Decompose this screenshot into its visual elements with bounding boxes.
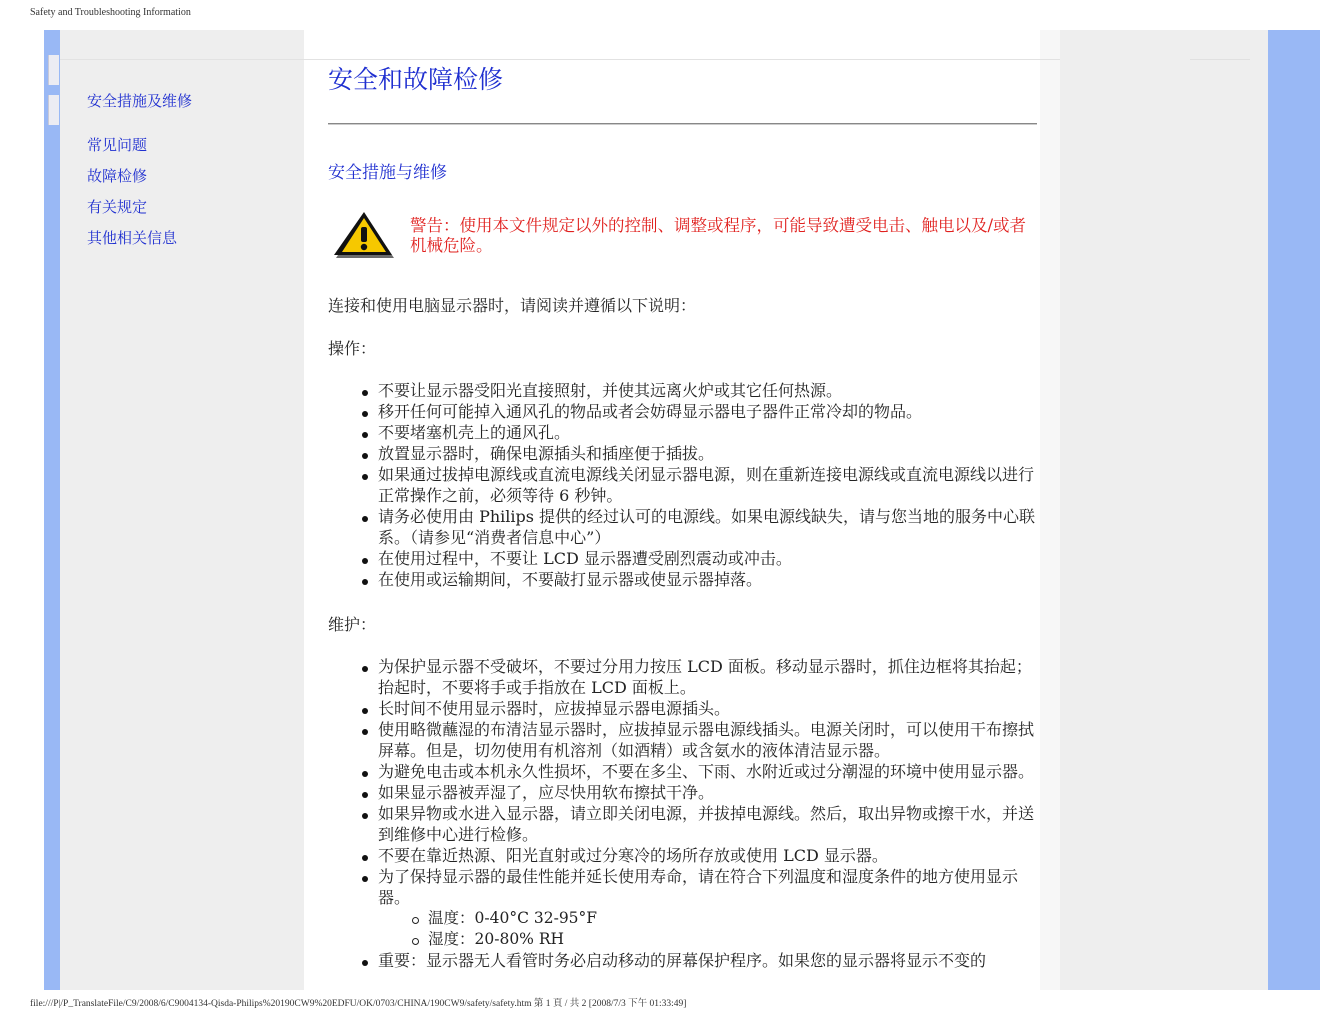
- warning-text: 警告：使用本文件规定以外的控制、调整或程序，可能导致遭受电击、触电以及/或者机械危险。: [410, 216, 1027, 255]
- top-divider: [60, 59, 1060, 60]
- left-decor-tab: [48, 95, 59, 125]
- page-title: 安全和故障检修: [328, 65, 504, 94]
- list-item: 重要：显示器无人看管时务必启动移动的屏幕保护程序。如果您的显示器将显示不变的: [358, 950, 1038, 971]
- list-item: 为保护显示器不受破坏，不要过分用力按压 LCD 面板。移动显示器时，抓住边框将其抬起；抬起时，不要将手或手指放在 LCD 面板上。: [358, 656, 1038, 698]
- right-decor-strip: [1268, 30, 1320, 990]
- list-item: 如果显示器被弄湿了，应尽快用软布擦拭干净。: [358, 782, 1038, 803]
- nav-link-troubleshooting[interactable]: 故障检修: [87, 167, 148, 185]
- operation-list: [358, 380, 1038, 590]
- right-panel: [1060, 30, 1268, 990]
- list-item: 如果通过拔掉电源线或直流电源线关闭显示器电源，则在重新连接电源线或直流电源线以进行正常操作之前，必须等待 6 秒钟。: [358, 464, 1038, 506]
- left-decor-tab: [48, 55, 59, 85]
- list-item: 不要在靠近热源、阳光直射或过分寒冷的场所存放或使用 LCD 显示器。: [358, 845, 1038, 866]
- title-rule: [328, 123, 1037, 125]
- intro-text: 连接和使用电脑显示器时，请阅读并遵循以下说明：: [328, 296, 697, 315]
- page-header: Safety and Troubleshooting Information: [30, 7, 191, 18]
- list-item: 使用略微蘸湿的布清洁显示器时，应拔掉显示器电源线插头。电源关闭时，可以使用干布擦拭屏幕。但是，切勿使用有机溶剂（如酒精）或含氨水的液体清洁显示器。: [358, 719, 1038, 761]
- right-border: [1040, 30, 1060, 990]
- conditions-list: [378, 908, 1038, 950]
- operation-label: 操作：: [328, 339, 377, 358]
- list-item: 放置显示器时，确保电源插头和插座便于插拔。: [358, 443, 1038, 464]
- left-decor-strip: [44, 30, 60, 990]
- condition-humidity: 湿度：20-80% RH: [378, 929, 1038, 950]
- section-title: 安全措施与维修: [328, 163, 447, 183]
- list-item: 请务必使用由 Philips 提供的经过认可的电源线。如果电源线缺失，请与您当地的服务中心联系。（请参见“消费者信息中心”）: [358, 506, 1038, 548]
- page-footer: file:///P|/P_TranslateFile/C9/2008/6/C9004134-Qisda-Philips%20190CW9%20EDFU/OK/0703/CHINA/190CW9/safety/safety.htm 第 1 頁 / 共 2 [2008/7/3 下午 01:33:49]: [30, 999, 687, 1009]
- nav-link-regulatory[interactable]: 有关规定: [87, 198, 148, 216]
- list-item: 为避免电击或本机永久性损坏，不要在多尘、下雨、水附近或过分潮湿的环境中使用显示器。: [358, 761, 1038, 782]
- list-item: 不要让显示器受阳光直接照射，并使其远离火炉或其它任何热源。: [358, 380, 1038, 401]
- maintenance-label: 维护：: [328, 615, 377, 634]
- warning-triangle-icon: [331, 209, 397, 265]
- list-item: 在使用或运输期间，不要敲打显示器或使显示器掉落。: [358, 569, 1038, 590]
- list-item: 长时间不使用显示器时，应拔掉显示器电源插头。: [358, 698, 1038, 719]
- list-item: 不要堵塞机壳上的通风孔。: [358, 422, 1038, 443]
- list-item: 移开任何可能掉入通风孔的物品或者会妨碍显示器电子器件正常冷却的物品。: [358, 401, 1038, 422]
- nav-link-other-info[interactable]: 其他相关信息: [87, 229, 178, 247]
- maintenance-list: [358, 656, 1038, 971]
- list-item: [358, 866, 1038, 950]
- list-item: 在使用过程中，不要让 LCD 显示器遭受剧烈震动或冲击。: [358, 548, 1038, 569]
- list-item: 如果异物或水进入显示器，请立即关闭电源，并拔掉电源线。然后，取出异物或擦干水，并送到维修中心进行检修。: [358, 803, 1038, 845]
- nav-link-faq[interactable]: 常见问题: [87, 136, 148, 154]
- right-divider: [1190, 59, 1250, 60]
- list-item-text: 为了保持显示器的最佳性能并延长使用寿命，请在符合下列温度和湿度条件的地方使用显示器。: [378, 867, 1019, 907]
- nav-link-safety[interactable]: 安全措施及维修: [87, 92, 193, 110]
- condition-temperature: 温度：0-40°C 32-95°F: [378, 908, 1038, 929]
